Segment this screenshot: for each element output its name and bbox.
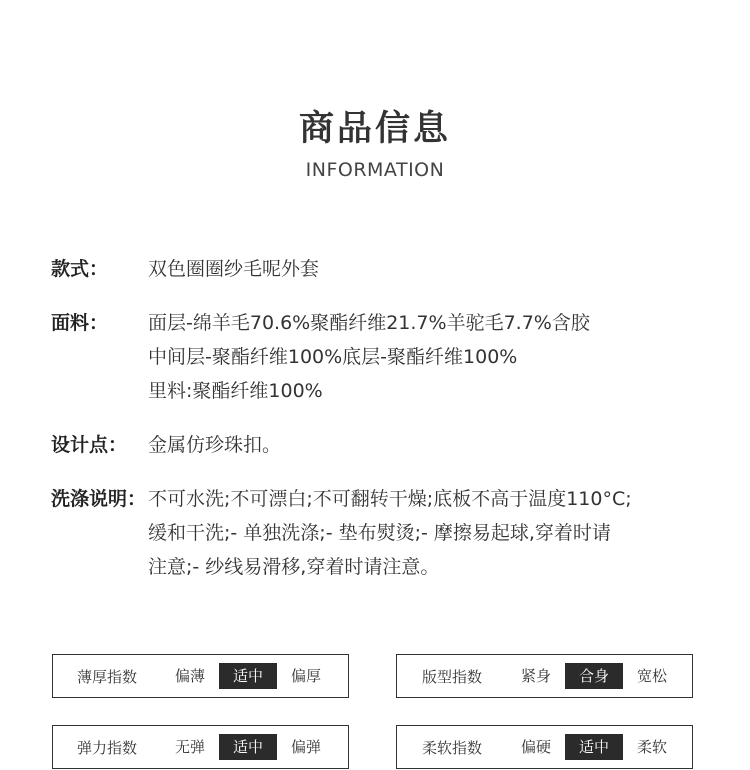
fit-index-name: 版型指数 — [421, 667, 482, 686]
style-label: 款式： — [51, 258, 109, 280]
elastic-option: 偏弹 — [290, 738, 321, 756]
material-value — [148, 306, 711, 408]
care-label: 洗涤说明： — [51, 488, 147, 510]
elastic-index-name: 弹力指数 — [76, 738, 137, 757]
material-row — [51, 306, 711, 408]
style-value: 双色圈圈纱毛呢外套 — [148, 258, 320, 280]
material-line: 里料:聚酯纤维100% — [148, 380, 323, 402]
fit-option: 宽松 — [636, 667, 667, 685]
care-value — [148, 482, 711, 584]
page-title: 商品信息 — [298, 109, 451, 149]
thickness-index — [52, 654, 349, 698]
care-row — [51, 482, 711, 584]
fit-index — [396, 654, 693, 698]
product-info — [51, 252, 711, 604]
style-row — [51, 252, 711, 286]
thickness-index-name: 薄厚指数 — [76, 667, 137, 686]
design-row — [51, 428, 711, 462]
elastic-option: 无弹 — [174, 738, 205, 756]
thickness-option: 适中 — [219, 663, 277, 689]
softness-option: 适中 — [565, 734, 623, 760]
fit-option: 合身 — [565, 663, 623, 689]
page-subtitle: INFORMATION — [305, 159, 445, 181]
elastic-index — [52, 725, 349, 769]
softness-index-name: 柔软指数 — [421, 738, 482, 757]
softness-index — [396, 725, 693, 769]
care-line: 注意;- 纱线易滑移,穿着时请注意。 — [148, 556, 440, 578]
material-line: 中间层-聚酯纤维100%底层-聚酯纤维100% — [148, 346, 518, 368]
design-value: 金属仿珍珠扣。 — [148, 434, 282, 456]
care-line: 不可水洗;不可漂白;不可翻转干燥;底板不高于温度110°C; — [148, 488, 632, 510]
design-label: 设计点： — [51, 434, 128, 456]
material-label: 面料： — [51, 312, 109, 334]
softness-option: 柔软 — [636, 738, 667, 756]
page-header — [0, 106, 750, 182]
thickness-option: 偏薄 — [174, 667, 205, 685]
softness-option: 偏硬 — [520, 738, 551, 756]
thickness-option: 偏厚 — [290, 667, 321, 685]
elastic-option: 适中 — [219, 734, 277, 760]
care-line: 缓和干洗;- 单独洗涤;- 垫布熨烫;- 摩擦易起球,穿着时请 — [148, 522, 611, 544]
material-line: 面层-绵羊毛70.6%聚酯纤维21.7%羊驼毛7.7%含胶 — [148, 312, 590, 334]
fit-option: 紧身 — [520, 667, 551, 685]
